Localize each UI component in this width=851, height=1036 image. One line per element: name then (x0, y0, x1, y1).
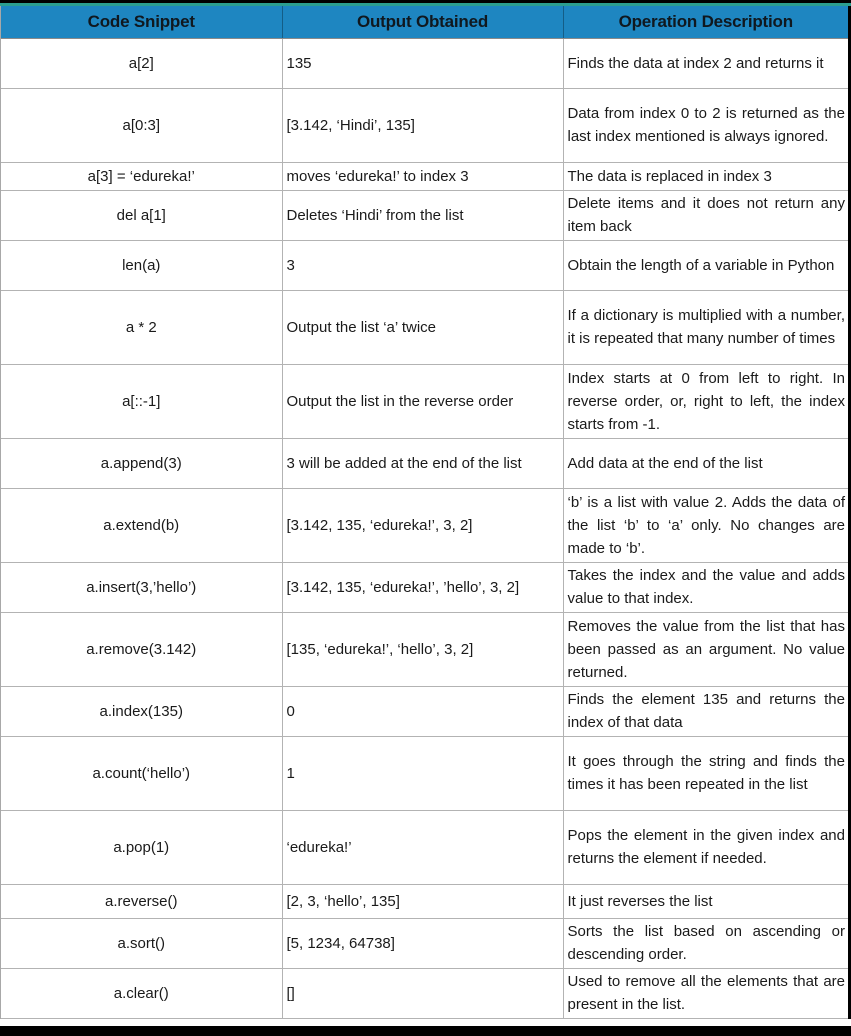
cell-output: [135, ‘edureka!’, ‘hello’, 3, 2] (282, 612, 563, 686)
cell-output: 0 (282, 686, 563, 736)
cell-description: It just reverses the list (563, 884, 848, 918)
cell-code: a * 2 (1, 290, 282, 364)
cell-description: If a dictionary is multiplied with a number, it is repeated that many number of times (563, 290, 848, 364)
cell-description: Add data at the end of the list (563, 438, 848, 488)
cell-code: a.reverse() (1, 884, 282, 918)
cell-output: [5, 1234, 64738] (282, 918, 563, 968)
cell-description: The data is replaced in index 3 (563, 162, 848, 190)
table-body (1, 38, 848, 1018)
table-row (1, 364, 848, 438)
cell-description: Used to remove all the elements that are present in the list. (563, 968, 848, 1018)
table-row (1, 968, 848, 1018)
cell-code: a.append(3) (1, 438, 282, 488)
table-row (1, 240, 848, 290)
cell-description: Delete items and it does not return any item back (563, 190, 848, 240)
cell-output: [] (282, 968, 563, 1018)
cell-code: a.index(135) (1, 686, 282, 736)
cell-output: [3.142, 135, ‘edureka!’, 3, 2] (282, 488, 563, 562)
table-row (1, 562, 848, 612)
cell-output: [2, 3, ‘hello’, 135] (282, 884, 563, 918)
table-row (1, 162, 848, 190)
table-row (1, 884, 848, 918)
cell-output: 135 (282, 38, 563, 88)
column-header-output-obtained: Output Obtained (282, 6, 563, 38)
cell-output: Output the list in the reverse order (282, 364, 563, 438)
cell-code: a[::-1] (1, 364, 282, 438)
cell-description: Data from index 0 to 2 is returned as the last index mentioned is always ignored. (563, 88, 848, 162)
table-row (1, 810, 848, 884)
table-row (1, 438, 848, 488)
cell-description: Removes the value from the list that has been passed as an argument. No value returned. (563, 612, 848, 686)
cell-code: a.remove(3.142) (1, 612, 282, 686)
cell-output: Deletes ‘Hindi’ from the list (282, 190, 563, 240)
cell-description: Finds the data at index 2 and returns it (563, 38, 848, 88)
table-row (1, 38, 848, 88)
cell-description: Sorts the list based on ascending or descending order. (563, 918, 848, 968)
table-wrapper (0, 6, 851, 1019)
table-header (1, 6, 848, 38)
cell-output: [3.142, 135, ‘edureka!’, ’hello’, 3, 2] (282, 562, 563, 612)
header-row (1, 6, 848, 38)
cell-code: a.extend(b) (1, 488, 282, 562)
cell-code: a[3] = ‘edureka!’ (1, 162, 282, 190)
cell-code: a.sort() (1, 918, 282, 968)
table-row (1, 488, 848, 562)
cell-code: a.clear() (1, 968, 282, 1018)
cell-description: Takes the index and the value and adds value to that index. (563, 562, 848, 612)
cell-output: 1 (282, 736, 563, 810)
bottom-black-bar (0, 1026, 851, 1036)
cell-description: Obtain the length of a variable in Python (563, 240, 848, 290)
cell-output: moves ‘edureka!’ to index 3 (282, 162, 563, 190)
table-row (1, 686, 848, 736)
cell-description: Index starts at 0 from left to right. In reverse order, or, right to left, the index starts from -1. (563, 364, 848, 438)
table-row (1, 736, 848, 810)
cell-code: len(a) (1, 240, 282, 290)
table-row (1, 190, 848, 240)
table-row (1, 918, 848, 968)
cell-description: Pops the element in the given index and returns the element if needed. (563, 810, 848, 884)
cell-description: Finds the element 135 and returns the index of that data (563, 686, 848, 736)
cell-code: a.insert(3,’hello’) (1, 562, 282, 612)
cell-output: [3.142, ‘Hindi’, 135] (282, 88, 563, 162)
cell-output: 3 (282, 240, 563, 290)
cell-output: ‘edureka!’ (282, 810, 563, 884)
table-row (1, 88, 848, 162)
cell-code: a.count(‘hello’) (1, 736, 282, 810)
table-row (1, 290, 848, 364)
cell-code: del a[1] (1, 190, 282, 240)
column-header-operation-description: Operation Description (563, 6, 848, 38)
cell-description: ‘b’ is a list with value 2. Adds the data of the list ‘b’ to ‘a’ only. No changes are made to ‘b’. (563, 488, 848, 562)
cell-code: a[0:3] (1, 88, 282, 162)
column-header-code-snippet: Code Snippet (1, 6, 282, 38)
cell-description: It goes through the string and finds the times it has been repeated in the list (563, 736, 848, 810)
cell-output: 3 will be added at the end of the list (282, 438, 563, 488)
cell-code: a.pop(1) (1, 810, 282, 884)
cell-output: Output the list ‘a’ twice (282, 290, 563, 364)
cell-code: a[2] (1, 38, 282, 88)
table-row (1, 612, 848, 686)
python-list-operations-table (1, 6, 848, 1019)
